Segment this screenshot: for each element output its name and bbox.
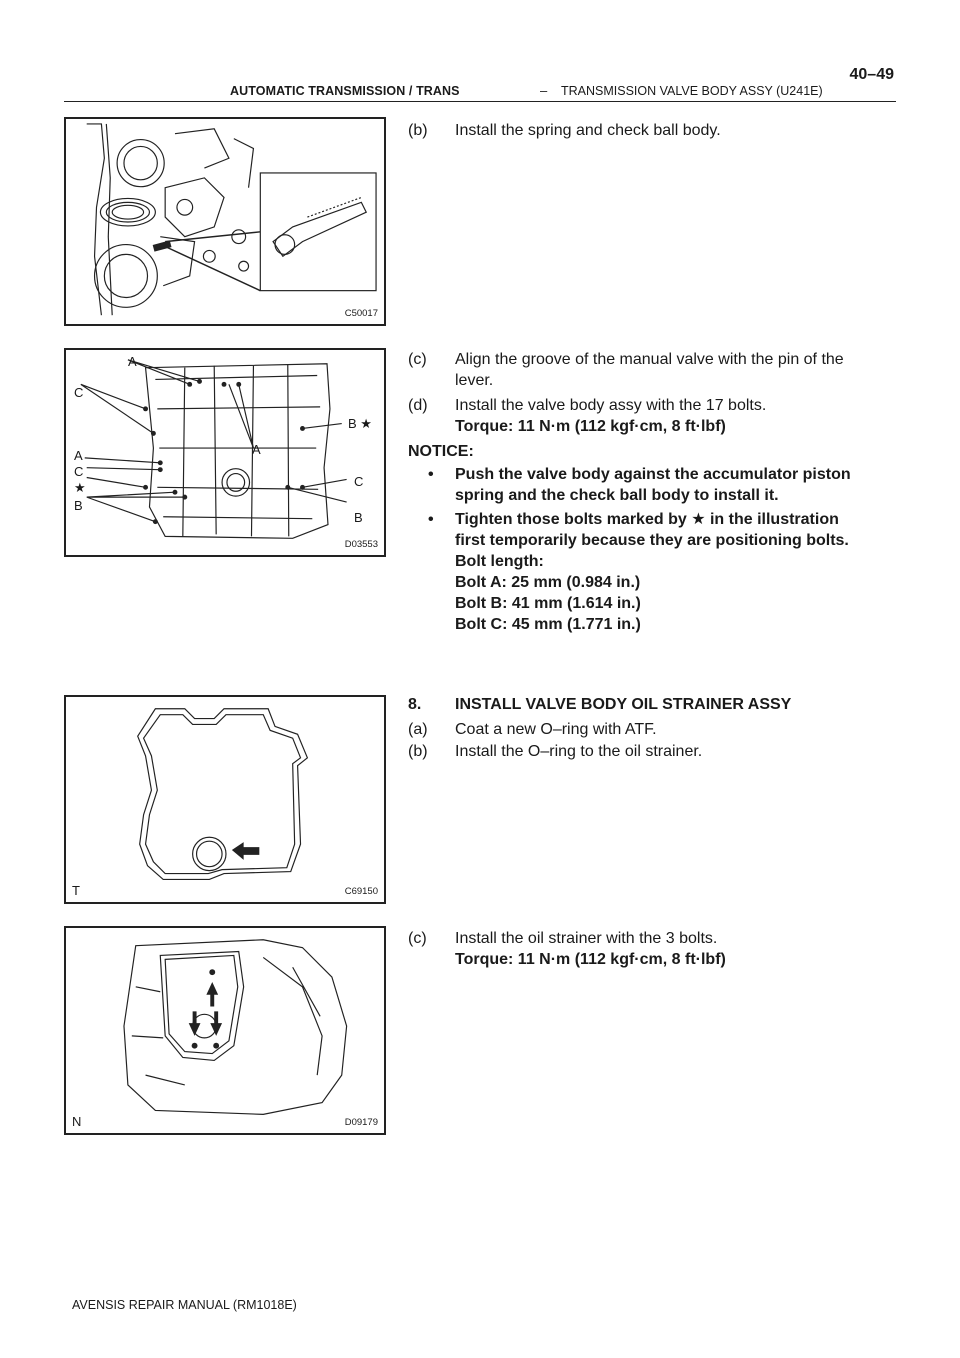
step-8-heading — [408, 694, 791, 715]
page-header — [64, 66, 896, 100]
callout-b-right: B — [354, 510, 363, 525]
step-label: (d) — [408, 397, 428, 414]
header-rule — [64, 101, 896, 102]
step-8a — [408, 719, 657, 740]
bullet-line: Tighten those bolts marked by ★ in the illustration — [455, 511, 839, 528]
notice-bullet-2 — [408, 509, 898, 635]
star-icon: ★ — [74, 480, 86, 495]
figure-code: C69150 — [344, 886, 378, 897]
step-text: Install the O–ring to the oil strainer. — [455, 743, 703, 760]
step-label: 8. — [408, 696, 422, 713]
callout-c-right: C — [354, 474, 364, 489]
bolt-a-length: Bolt A: 25 mm (0.984 in.) — [455, 574, 641, 591]
bullet-icon: • — [428, 511, 434, 528]
step-b-spring — [408, 120, 721, 141]
step-text-cont: lever. — [455, 372, 494, 389]
bolt-c-length: Bolt C: 45 mm (1.771 in.) — [455, 616, 641, 633]
notice-heading: NOTICE: — [408, 443, 474, 460]
figure-side-mark: T — [72, 883, 80, 898]
figure-code: D03553 — [344, 539, 378, 550]
figure-oil-strainer — [64, 695, 386, 904]
step-8c — [408, 928, 726, 970]
callout-c-left: C — [74, 385, 84, 400]
figure-spring-check-ball — [64, 117, 386, 326]
step-label: (a) — [408, 721, 428, 738]
figure-valve-body-bolts — [64, 348, 386, 557]
callout-a-left: A — [74, 448, 83, 463]
callout-b-star: B ★ — [348, 416, 372, 431]
step-label: (c) — [408, 930, 427, 947]
bullet-line: spring and the check ball body to install it. — [455, 487, 779, 504]
illustration-o-ring — [66, 697, 384, 902]
torque-spec: Torque: 11 N·m (112 kgf·cm, 8 ft·lbf) — [455, 951, 726, 968]
figure-strainer-bolts — [64, 926, 386, 1135]
subsection-title: TRANSMISSION VALVE BODY ASSY (U241E) — [561, 84, 823, 98]
step-text: Install the valve body assy with the 17 bolts. — [455, 397, 767, 414]
step-text: Align the groove of the manual valve with the pin of the — [455, 351, 844, 368]
page-number: 40–49 — [849, 66, 894, 83]
step-label: (c) — [408, 351, 427, 368]
step-c-align — [408, 349, 898, 391]
page-footer: AVENSIS REPAIR MANUAL (RM1018E) — [72, 1298, 297, 1312]
bolt-b-length: Bolt B: 41 mm (1.614 in.) — [455, 595, 641, 612]
step-label: (b) — [408, 743, 428, 760]
bullet-line: Push the valve body against the accumulator piston — [455, 466, 851, 483]
callout-b-left: B — [74, 498, 83, 513]
callout-a-top: A — [128, 354, 137, 369]
step-text: Coat a new O–ring with ATF. — [455, 721, 657, 738]
torque-spec: Torque: 11 N·m (112 kgf·cm, 8 ft·lbf) — [455, 418, 726, 435]
figure-code: C50017 — [344, 308, 378, 319]
bolt-length-title: Bolt length: — [455, 553, 544, 570]
step-text: INSTALL VALVE BODY OIL STRAINER ASSY — [455, 696, 792, 713]
illustration-valve-body — [66, 350, 384, 555]
illustration-check-ball — [66, 119, 384, 324]
illustration-strainer-installed — [66, 928, 384, 1133]
step-d-install — [408, 395, 766, 437]
step-label: (b) — [408, 122, 428, 139]
figure-code: D09179 — [344, 1117, 378, 1128]
callout-c-left2: C — [74, 464, 84, 479]
step-8b — [408, 741, 702, 762]
notice-bullet-1 — [408, 464, 898, 506]
bullet-line: first temporarily because they are positioning bolts. — [455, 532, 849, 549]
figure-side-mark: N — [72, 1114, 82, 1129]
section-title: AUTOMATIC TRANSMISSION / TRANS — [230, 84, 460, 98]
callout-a-mid: A — [252, 442, 261, 457]
step-text: Install the oil strainer with the 3 bolts. — [455, 930, 718, 947]
header-separator: – — [540, 83, 548, 98]
step-text: Install the spring and check ball body. — [455, 122, 721, 139]
bullet-icon: • — [428, 466, 434, 483]
